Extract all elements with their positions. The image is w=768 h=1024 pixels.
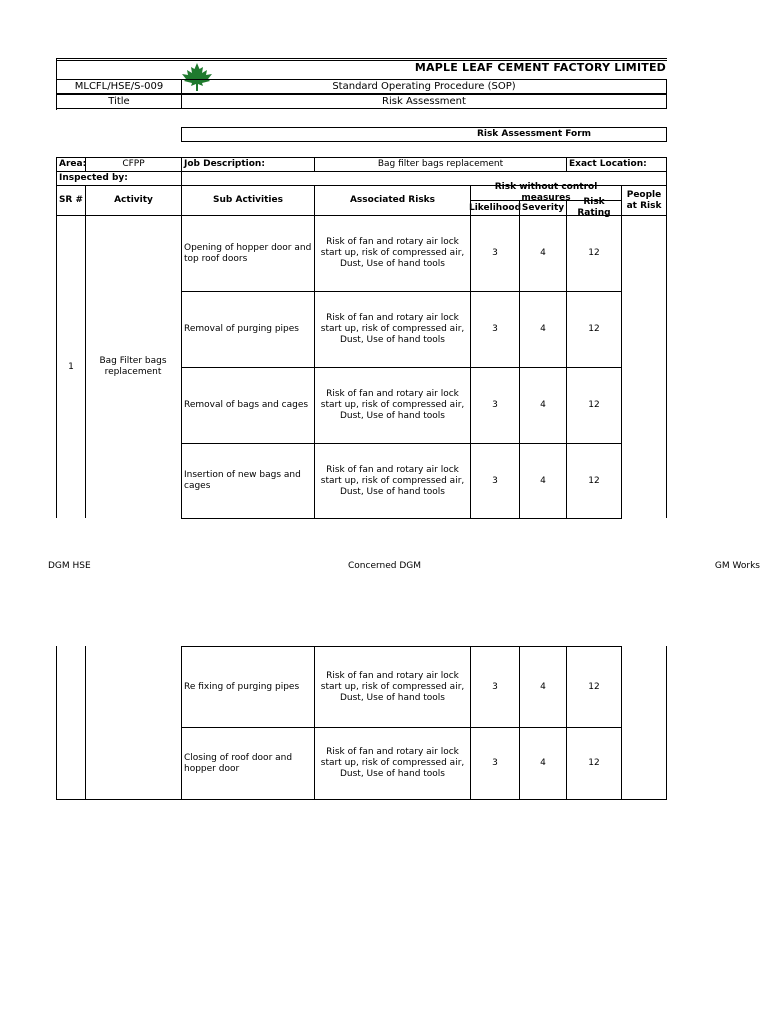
associated-risk: Risk of fan and rotary air lock start up, risk of compressed air, Dust, Use of hand tools	[314, 727, 471, 800]
risk-rating-value: 12	[566, 727, 622, 800]
form-title: Risk Assessment Form	[181, 127, 667, 142]
likelihood-value: 3	[470, 291, 520, 368]
sub-activity: Re fixing of purging pipes	[181, 646, 315, 728]
likelihood-value: 3	[470, 727, 520, 800]
sub-activity: Closing of roof door and hopper door	[181, 727, 315, 800]
associated-risk: Risk of fan and rotary air lock start up, risk of compressed air, Dust, Use of hand tools	[314, 367, 471, 444]
sr-number: 1	[56, 215, 86, 518]
sub-activity: Insertion of new bags and cages	[181, 443, 315, 519]
people-at-risk-cell	[621, 215, 667, 518]
col-risk-rating: Risk Rating	[566, 200, 622, 216]
col-activity: Activity	[85, 185, 182, 216]
associated-risk: Risk of fan and rotary air lock start up, risk of compressed air, Dust, Use of hand tools	[314, 291, 471, 368]
area-value: CFPP	[85, 157, 182, 172]
risk-rating-value: 12	[566, 215, 622, 292]
sr-continued-cell	[56, 646, 86, 800]
activity-name: Bag Filter bags replacement	[85, 215, 182, 518]
sop-label: Standard Operating Procedure (SOP)	[181, 79, 667, 94]
risk-rating-value: 12	[566, 443, 622, 519]
signature-dgm-hse: DGM HSE	[48, 561, 91, 571]
risk-rating-value: 12	[566, 646, 622, 728]
severity-value: 4	[519, 367, 567, 444]
associated-risk: Risk of fan and rotary air lock start up, risk of compressed air, Dust, Use of hand tools	[314, 646, 471, 728]
col-sr: SR #	[56, 185, 86, 216]
associated-risk: Risk of fan and rotary air lock start up, risk of compressed air, Dust, Use of hand tools	[314, 215, 471, 292]
likelihood-value: 3	[470, 443, 520, 519]
title-label: Title	[56, 94, 182, 109]
signature-concerned-dgm: Concerned DGM	[348, 561, 422, 571]
title-value: Risk Assessment	[181, 94, 667, 109]
severity-value: 4	[519, 443, 567, 519]
severity-value: 4	[519, 646, 567, 728]
col-risk-group: Risk without control measures	[470, 185, 622, 201]
col-likelihood: Likelihood	[470, 200, 520, 216]
risk-rating-value: 12	[566, 367, 622, 444]
col-severity: Severity	[519, 200, 567, 216]
likelihood-value: 3	[470, 646, 520, 728]
severity-value: 4	[519, 727, 567, 800]
document-code: MLCFL/HSE/S-009	[56, 79, 182, 94]
activity-continued-cell	[85, 646, 182, 800]
severity-value: 4	[519, 215, 567, 292]
signature-gm-works: GM Works	[714, 561, 760, 571]
people-at-risk-continued-cell	[621, 646, 667, 800]
sub-activity: Removal of purging pipes	[181, 291, 315, 368]
col-associated-risks: Associated Risks	[314, 185, 471, 216]
likelihood-value: 3	[470, 367, 520, 444]
col-people-at-risk: People at Risk	[621, 185, 667, 216]
associated-risk: Risk of fan and rotary air lock start up, risk of compressed air, Dust, Use of hand tools	[314, 443, 471, 519]
job-description-label: Job Description:	[181, 157, 315, 172]
severity-value: 4	[519, 291, 567, 368]
sub-activity: Opening of hopper door and top roof doors	[181, 215, 315, 292]
exact-location-label: Exact Location:	[566, 157, 667, 172]
likelihood-value: 3	[470, 215, 520, 292]
sub-activity: Removal of bags and cages	[181, 367, 315, 444]
company-name: MAPLE LEAF CEMENT FACTORY LIMITED	[414, 61, 666, 74]
risk-rating-value: 12	[566, 291, 622, 368]
col-sub-activities: Sub Activities	[181, 185, 315, 216]
job-description-value: Bag filter bags replacement	[314, 157, 567, 172]
inspected-by-label: Inspected by:	[56, 171, 182, 186]
area-label: Area:	[56, 157, 86, 172]
